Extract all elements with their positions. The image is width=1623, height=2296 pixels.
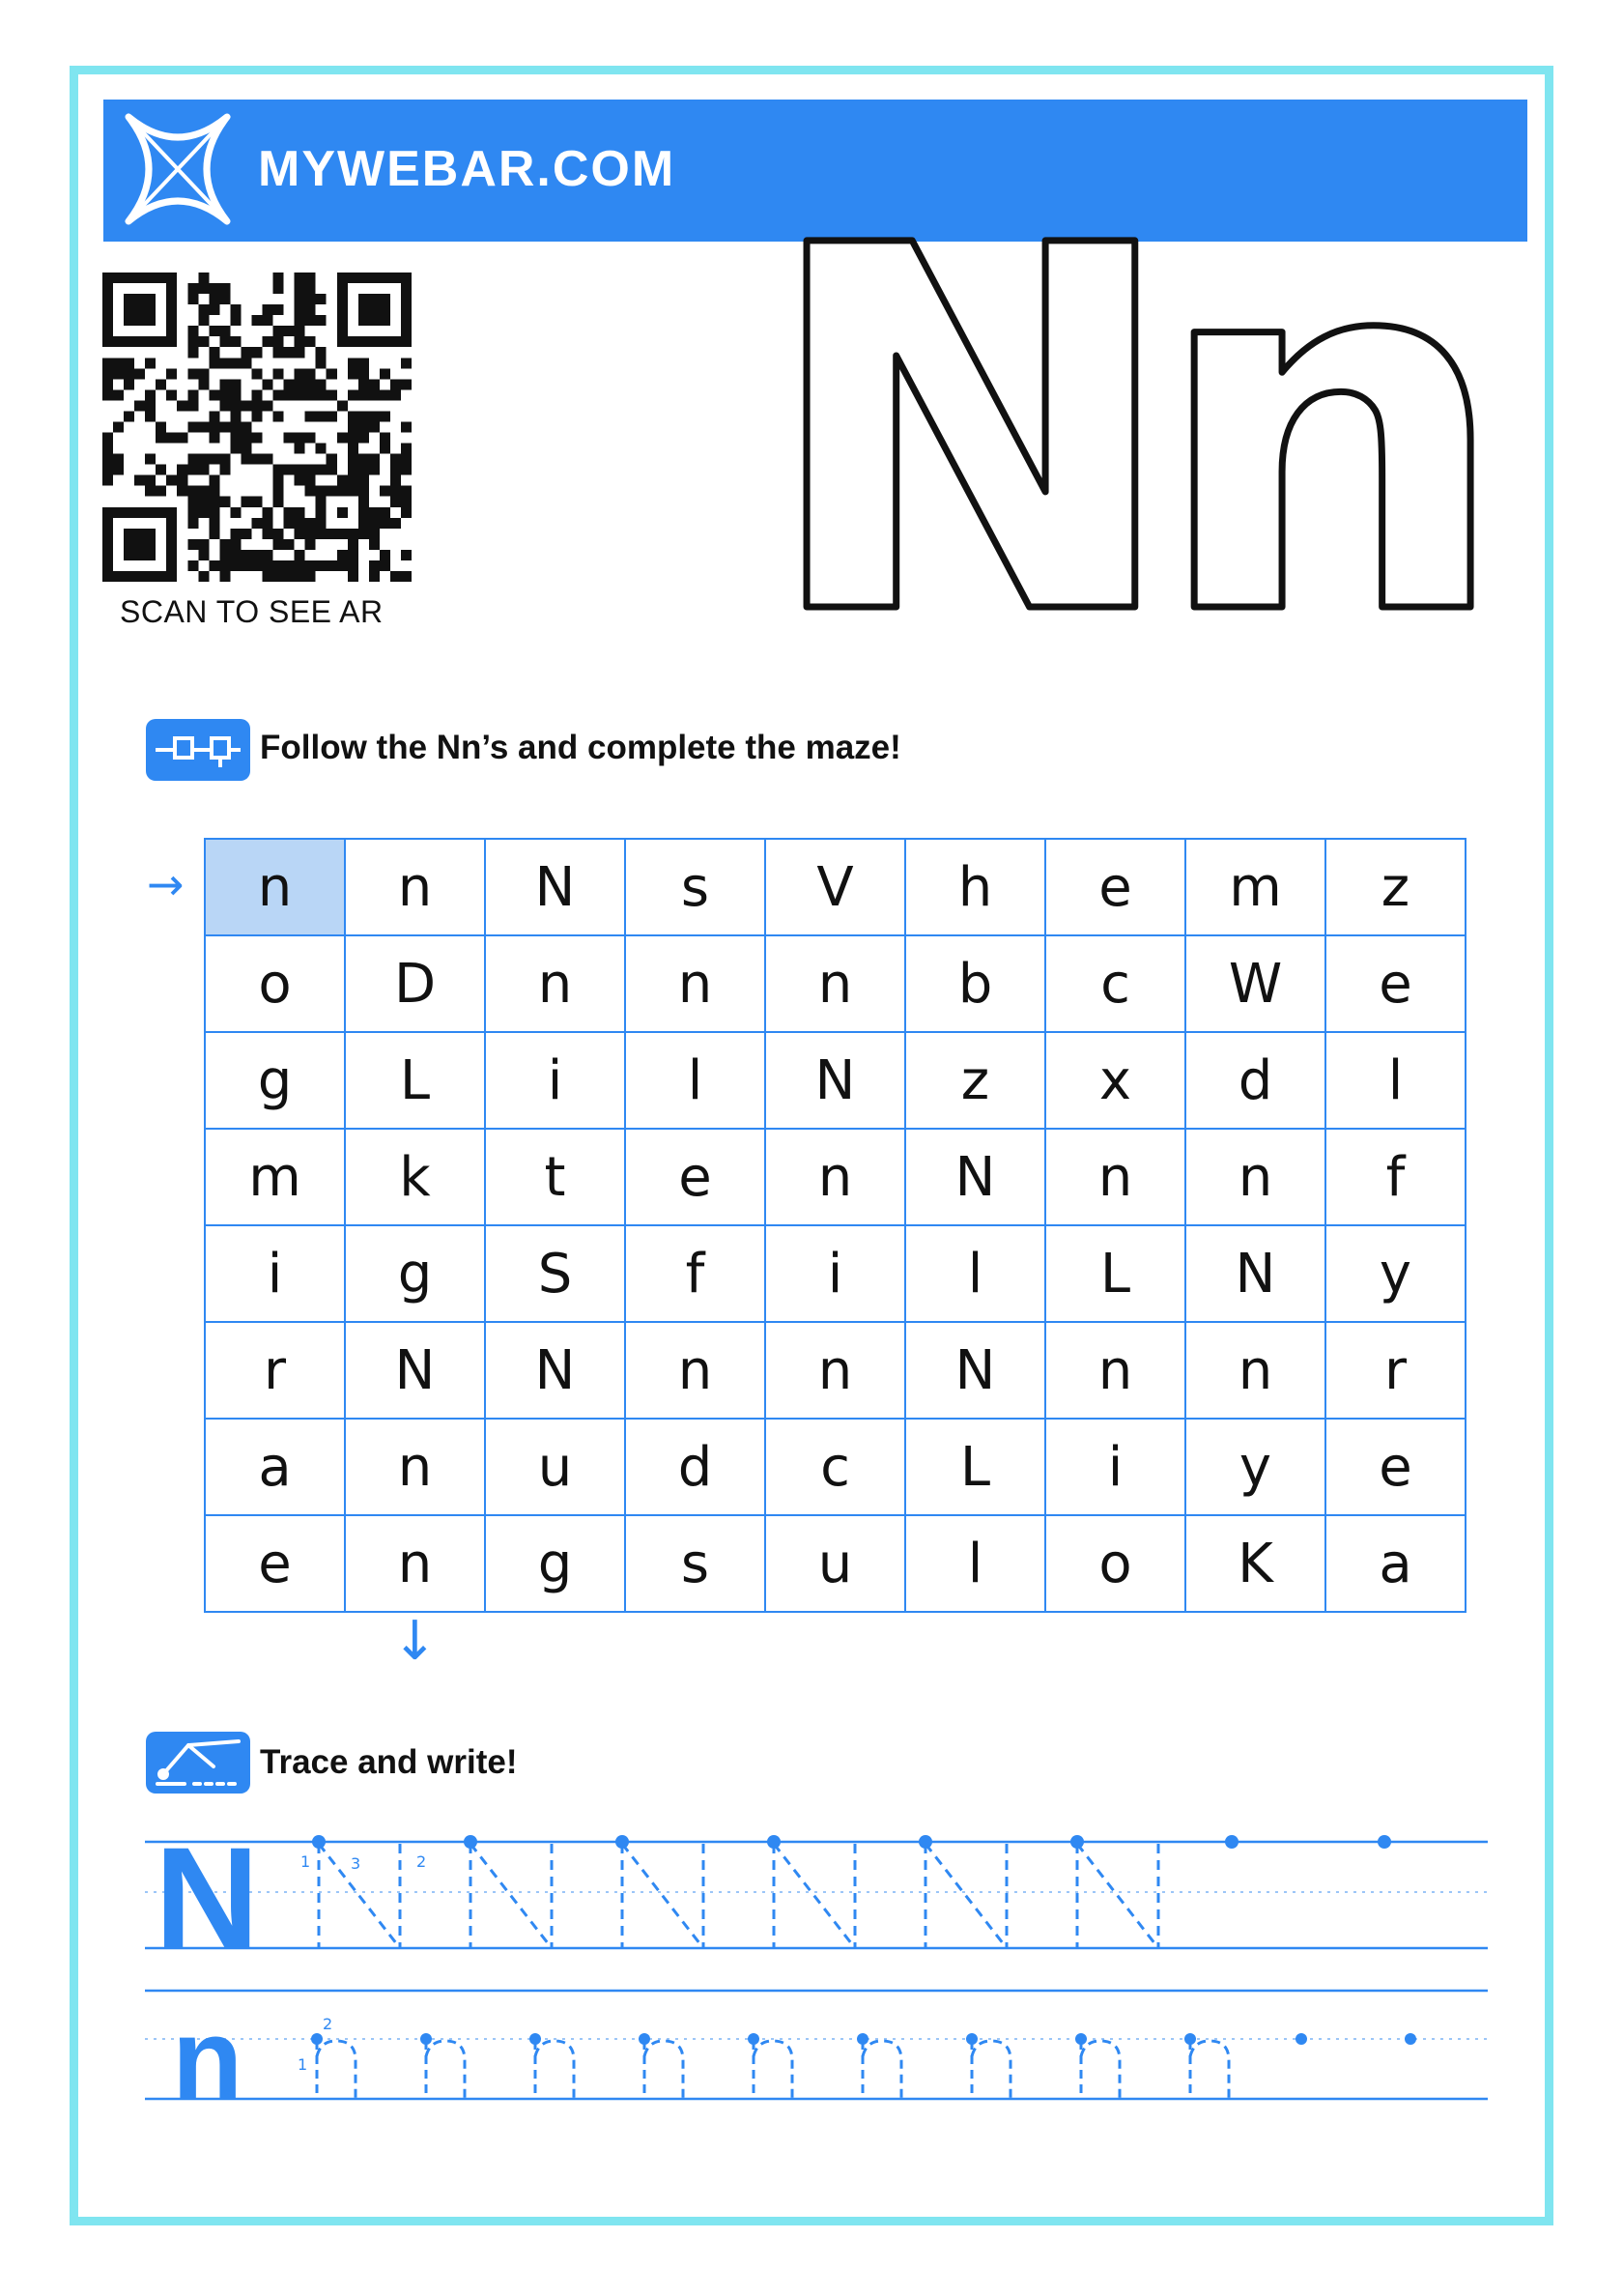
x-star-logo-icon xyxy=(121,109,235,229)
maze-cell[interactable]: n xyxy=(485,935,625,1032)
maze-cell[interactable]: e xyxy=(1325,1419,1466,1515)
dashed-lower-n xyxy=(644,2041,683,2099)
maze-cell[interactable]: l xyxy=(905,1515,1045,1612)
qr-code[interactable] xyxy=(101,273,413,582)
maze-cell[interactable]: N xyxy=(905,1129,1045,1225)
maze-cell[interactable]: n xyxy=(205,839,345,935)
maze-row xyxy=(205,1322,1466,1419)
maze-cell[interactable]: r xyxy=(205,1322,345,1419)
maze-grid xyxy=(204,838,1466,1613)
maze-cell[interactable]: L xyxy=(345,1032,485,1129)
maze-cell[interactable]: n xyxy=(765,1322,905,1419)
maze-row xyxy=(205,1129,1466,1225)
maze-cell[interactable]: D xyxy=(345,935,485,1032)
maze-cell[interactable]: n xyxy=(625,935,765,1032)
maze-cell[interactable]: f xyxy=(625,1225,765,1322)
maze-cell[interactable]: N xyxy=(485,1322,625,1419)
title-letters-outline xyxy=(734,201,1507,626)
maze-cell[interactable]: i xyxy=(1045,1419,1185,1515)
maze-cell[interactable]: r xyxy=(1325,1322,1466,1419)
maze-cell[interactable]: t xyxy=(485,1129,625,1225)
maze-cell[interactable]: n xyxy=(765,1129,905,1225)
trace-start-dot xyxy=(1296,2033,1307,2045)
maze-cell[interactable]: e xyxy=(1045,839,1185,935)
maze-cell[interactable]: o xyxy=(1045,1515,1185,1612)
maze-cell[interactable]: e xyxy=(1325,935,1466,1032)
maze-cell[interactable]: n xyxy=(345,839,485,935)
maze-cell[interactable]: y xyxy=(1325,1225,1466,1322)
maze-cell[interactable]: n xyxy=(345,1515,485,1612)
maze-cell[interactable]: n xyxy=(1045,1322,1185,1419)
qr-caption: SCAN TO SEE AR xyxy=(120,594,384,629)
maze-row xyxy=(205,1032,1466,1129)
maze-cell[interactable]: l xyxy=(1325,1032,1466,1129)
maze-start-arrow: → xyxy=(147,858,185,910)
maze-cell[interactable]: N xyxy=(765,1032,905,1129)
maze-cell[interactable]: m xyxy=(1185,839,1325,935)
trace-start-dot xyxy=(1378,1835,1391,1849)
maze-exit-arrow: ↓ xyxy=(392,1610,438,1673)
dashed-upper-n xyxy=(622,1844,703,1948)
maze-cell[interactable]: z xyxy=(1325,839,1466,935)
maze-cell[interactable]: m xyxy=(205,1129,345,1225)
stroke-number: 2 xyxy=(323,2015,333,2033)
maze-cell[interactable]: g xyxy=(345,1225,485,1322)
maze-cell[interactable]: d xyxy=(1185,1032,1325,1129)
tracing-pencil-icon xyxy=(146,1732,250,1794)
maze-cell[interactable]: e xyxy=(205,1515,345,1612)
maze-cell[interactable]: L xyxy=(1045,1225,1185,1322)
maze-cell[interactable]: K xyxy=(1185,1515,1325,1612)
maze-row xyxy=(205,839,1466,935)
dashed-lower-n xyxy=(317,2041,356,2099)
maze-cell[interactable]: n xyxy=(625,1322,765,1419)
maze-cell[interactable]: c xyxy=(1045,935,1185,1032)
maze-cell[interactable]: n xyxy=(1185,1129,1325,1225)
title-letters-text: Nn xyxy=(760,201,1481,626)
maze-cell[interactable]: l xyxy=(905,1225,1045,1322)
dashed-upper-n xyxy=(774,1844,855,1948)
maze-cell[interactable]: i xyxy=(765,1225,905,1322)
trace-start-dot xyxy=(1405,2033,1416,2045)
stroke-number: 1 xyxy=(300,1852,311,1871)
lower-model-letter: n xyxy=(172,1995,243,2124)
maze-row xyxy=(205,1419,1466,1515)
maze-cell[interactable]: L xyxy=(905,1419,1045,1515)
maze-cell[interactable]: a xyxy=(205,1419,345,1515)
maze-cell[interactable]: d xyxy=(625,1419,765,1515)
stroke-number: 3 xyxy=(351,1854,361,1873)
dashed-lower-n xyxy=(535,2041,574,2099)
maze-cell[interactable]: f xyxy=(1325,1129,1466,1225)
maze-cell[interactable]: N xyxy=(905,1322,1045,1419)
maze-cell[interactable]: s xyxy=(625,1515,765,1612)
stroke-number: 2 xyxy=(416,1852,427,1871)
maze-cell[interactable]: k xyxy=(345,1129,485,1225)
maze-cell[interactable]: u xyxy=(485,1419,625,1515)
maze-cell[interactable]: y xyxy=(1185,1419,1325,1515)
maze-cell[interactable]: i xyxy=(205,1225,345,1322)
dashed-lower-n xyxy=(863,2041,901,2099)
upper-model-letter: N xyxy=(155,1826,260,1979)
trace-instructions: Trace and write! xyxy=(260,1743,518,1781)
maze-cell[interactable]: W xyxy=(1185,935,1325,1032)
maze-cell[interactable]: n xyxy=(1185,1322,1325,1419)
maze-row xyxy=(205,1225,1466,1322)
brand-name[interactable]: MYWEBAR.COM xyxy=(258,141,676,197)
dashed-lower-n xyxy=(426,2041,465,2099)
maze-cell[interactable]: l xyxy=(625,1032,765,1129)
maze-cell[interactable]: b xyxy=(905,935,1045,1032)
maze-cell[interactable]: u xyxy=(765,1515,905,1612)
tracing-practice-area[interactable] xyxy=(145,1826,1488,2136)
maze-cell[interactable]: n xyxy=(1045,1129,1185,1225)
maze-cell[interactable]: N xyxy=(485,839,625,935)
maze-cell[interactable]: N xyxy=(345,1322,485,1419)
dashed-upper-n xyxy=(1077,1844,1158,1948)
maze-cell[interactable]: e xyxy=(625,1129,765,1225)
trace-start-dot xyxy=(1225,1835,1239,1849)
maze-row xyxy=(205,1515,1466,1612)
maze-cell[interactable]: o xyxy=(205,935,345,1032)
maze-cell[interactable]: z xyxy=(905,1032,1045,1129)
maze-cell[interactable]: V xyxy=(765,839,905,935)
maze-cell[interactable]: a xyxy=(1325,1515,1466,1612)
dashed-lower-n xyxy=(754,2041,792,2099)
maze-cell[interactable]: N xyxy=(1185,1225,1325,1322)
maze-cell[interactable]: n xyxy=(345,1419,485,1515)
dashed-upper-n xyxy=(925,1844,1007,1948)
maze-cell[interactable]: c xyxy=(765,1419,905,1515)
stroke-number: 1 xyxy=(298,2055,308,2074)
maze-cell[interactable]: i xyxy=(485,1032,625,1129)
maze-cell[interactable]: g xyxy=(205,1032,345,1129)
dashed-lower-n xyxy=(972,2041,1011,2099)
dashed-upper-n xyxy=(470,1844,552,1948)
maze-cell[interactable]: n xyxy=(765,935,905,1032)
maze-row xyxy=(205,935,1466,1032)
maze-cell[interactable]: x xyxy=(1045,1032,1185,1129)
maze-instructions: Follow the Nn’s and complete the maze! xyxy=(260,729,901,766)
maze-cell[interactable]: S xyxy=(485,1225,625,1322)
maze-path-icon xyxy=(146,719,250,781)
maze-cell[interactable]: s xyxy=(625,839,765,935)
maze-cell[interactable]: h xyxy=(905,839,1045,935)
maze-cell[interactable]: g xyxy=(485,1515,625,1612)
dashed-lower-n xyxy=(1190,2041,1229,2099)
dashed-lower-n xyxy=(1081,2041,1120,2099)
